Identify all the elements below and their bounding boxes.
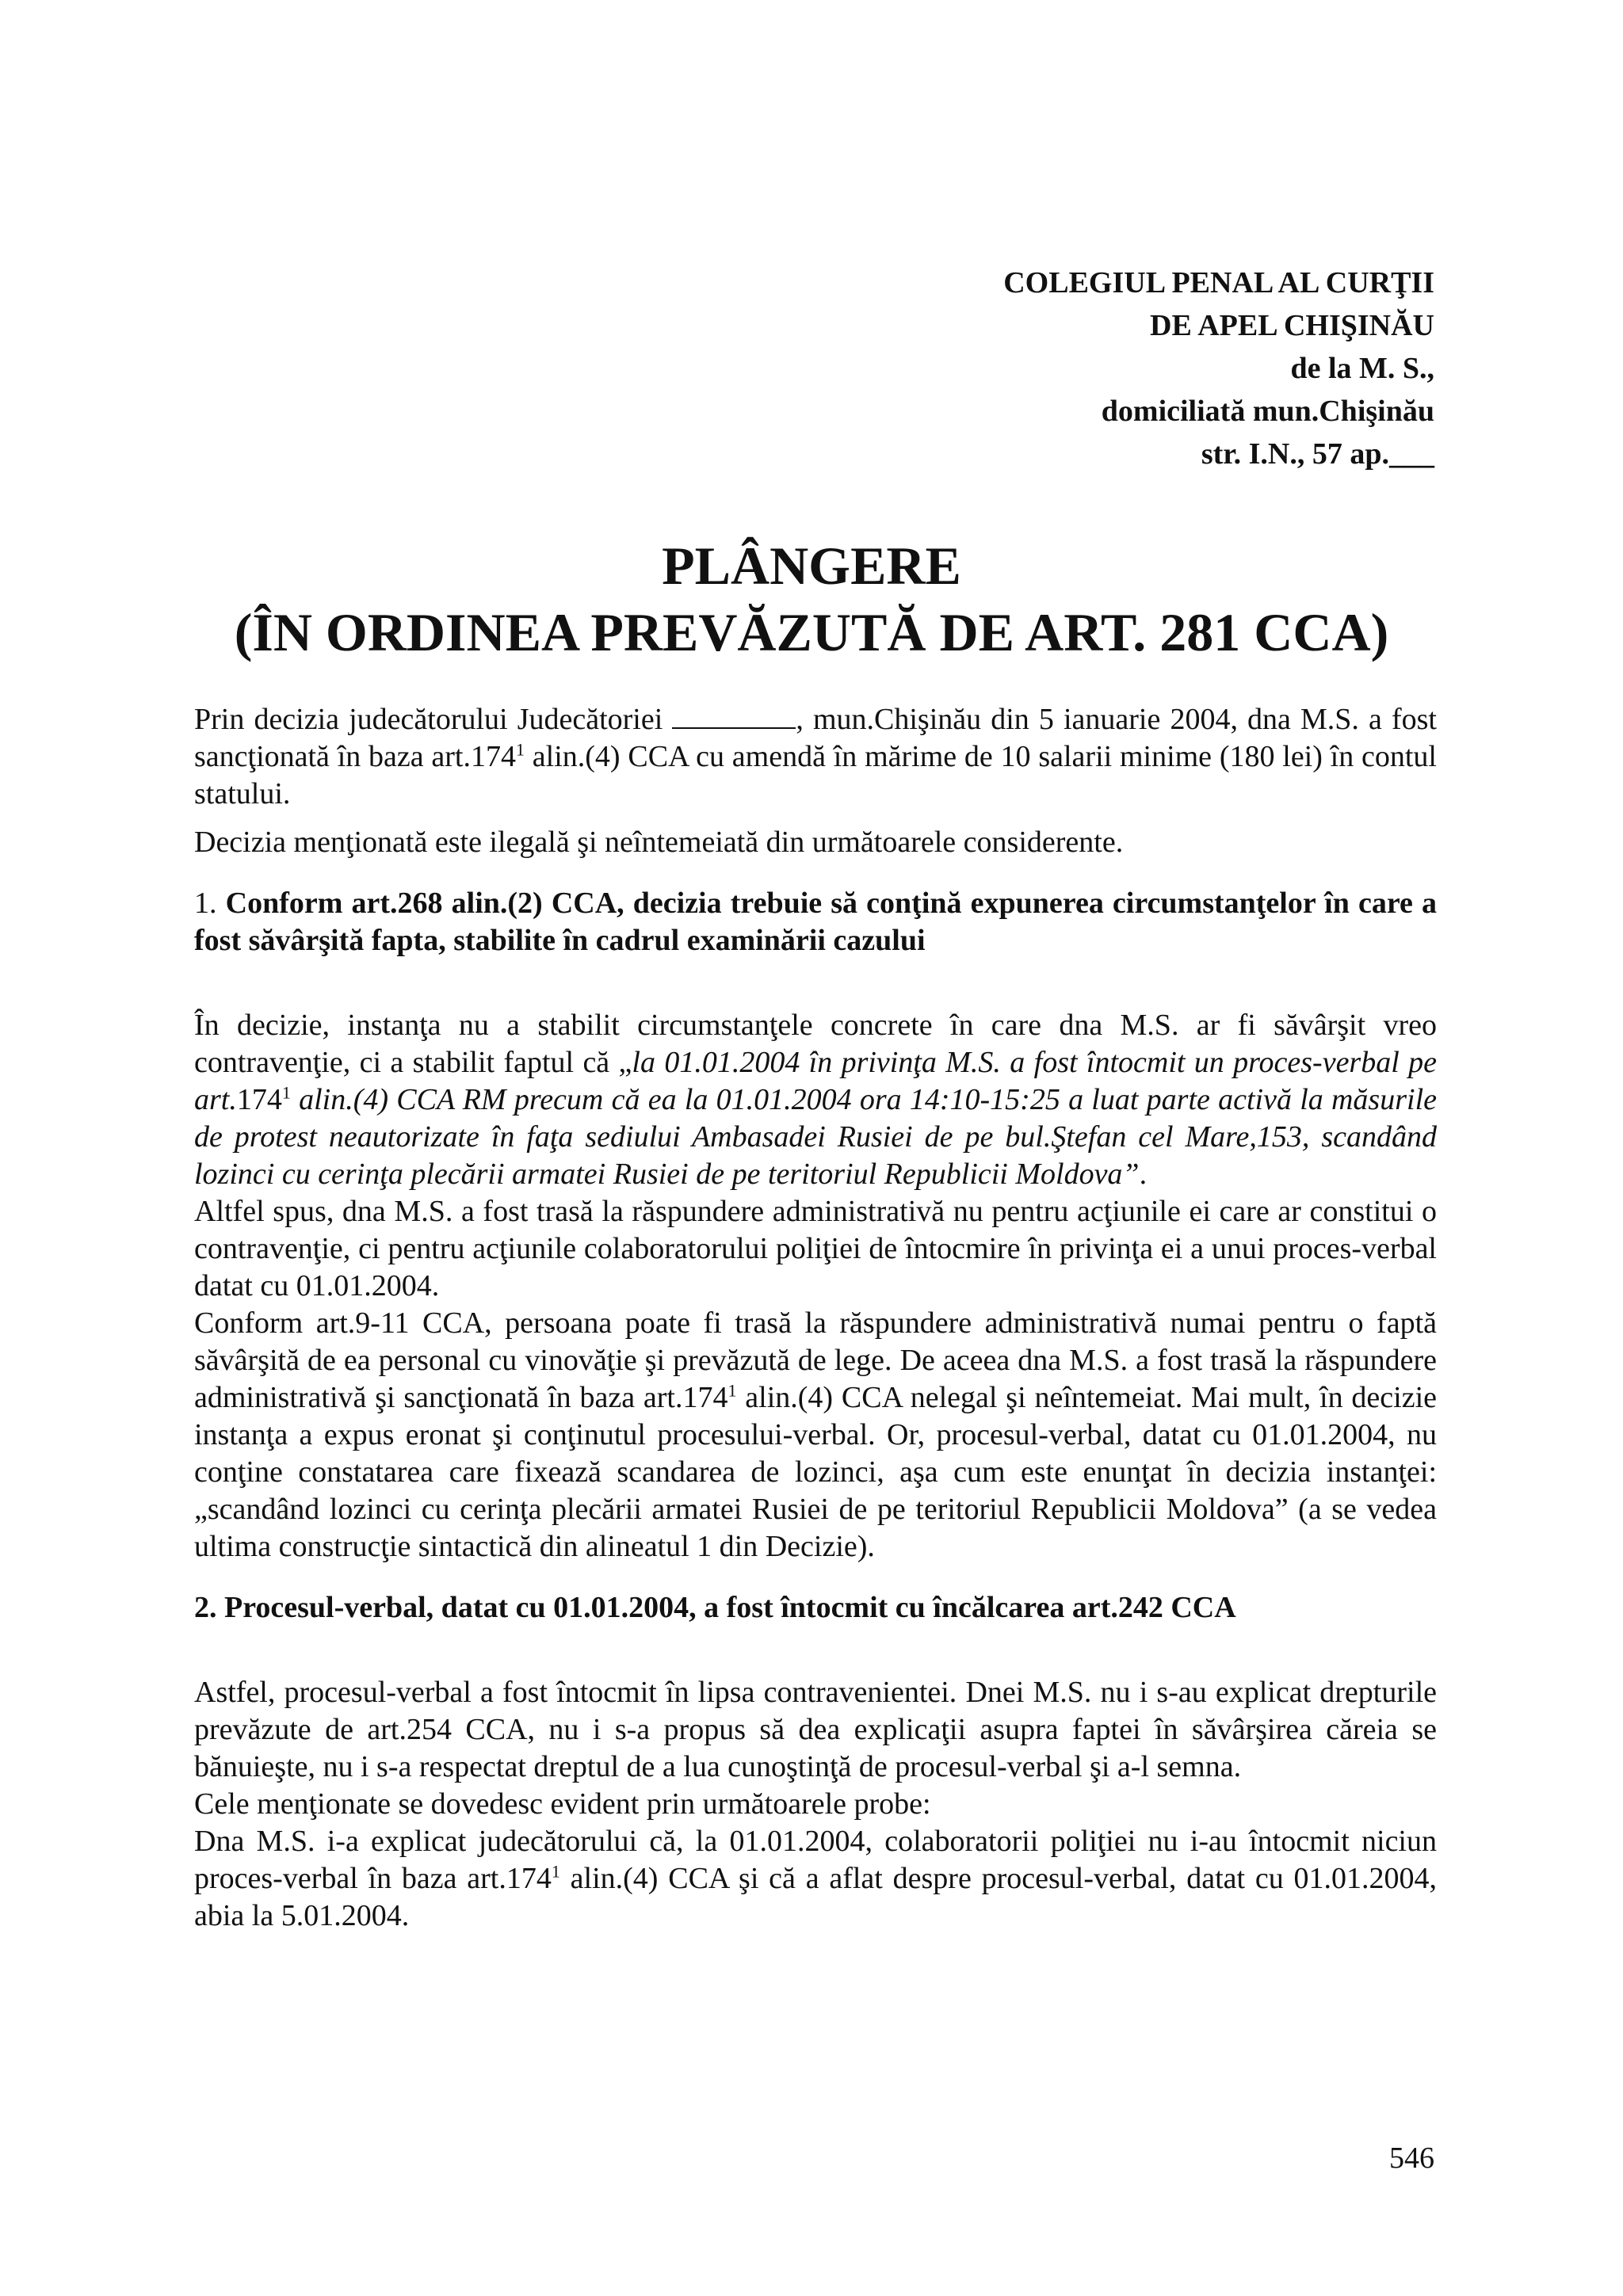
subtitle-line: (ÎN ORDINEA PREVĂZUTĂ DE ART. 281 CCA) xyxy=(234,602,1389,662)
text-run: alin.(4) CCA şi că a aflat despre procesul-verbal, datat cu 01.01.2004, abia la 5.01.2004. xyxy=(194,1862,1437,1932)
text-run: alin.(4) CCA nelegal şi neîntemeiat. Mai mult, în decizie instanţa a expus eronat şi conţinutul procesului-verbal. Or, procesul-verbal, datat cu 01.01.2004, nu conţine constatarea care fixează scandarea de lozinci, aşa cum este enunţat în decizia instanţei: „scandând lozinci cu cerinţa plecării armatei Rusiei de pe teritoriul Republicii Moldova” (a se vedea ultima construcţie sintactică din alineatul 1 din Decizie). xyxy=(194,1381,1437,1563)
text-run: Prin decizia judecătorului Judecătoriei xyxy=(194,703,673,736)
paragraph: Decizia menţionată este ilegală şi neîntemeiată din următoarele considerente. xyxy=(194,826,1124,859)
text-run: , mun.Chişinău din 5 ianuarie 2004, dna M.S. a fost sancţionată în baza art.174 xyxy=(194,703,1437,773)
paragraph: Astfel, procesul-verbal a fost întocmit în lipsa contravenientei. Dnei M.S. nu i s-au explicat drepturile prevăzute de art.254 CCA, nu i s-a propus să dea explicaţii asupra faptei în săvârşirea căreia se bănuieşte, nu i s-a respectat dreptul de a lua cunoştinţă de procesul-verbal şi a-l semna. xyxy=(194,1676,1437,1783)
section-heading xyxy=(194,885,1437,959)
section-heading: 2. Procesul-verbal, datat cu 01.01.2004, a fost întocmit cu încălcarea art.242 CCA xyxy=(194,1591,1236,1624)
page-number: 546 xyxy=(1389,2142,1434,2175)
text-run: alin.(4) CCA cu amendă în mărime de 10 salarii minime (180 lei) în contul statului. xyxy=(194,740,1437,810)
superscript: 1 xyxy=(516,739,525,760)
quote-run: la 01.01.2004 în privinţa M.S. a fost întocmit un proces-verbal pe art. xyxy=(194,1046,1437,1116)
addressee-block xyxy=(1003,261,1434,475)
sender-street-line: str. I.N., 57 ap.___ xyxy=(1201,437,1434,471)
text-run: . xyxy=(1139,1158,1148,1191)
section-number: 1. xyxy=(194,887,226,920)
paragraph xyxy=(194,1823,1437,1935)
document-body xyxy=(194,701,1437,1935)
paragraph xyxy=(194,701,1437,813)
paragraph: Cele menţionate se dovedesc evident prin următoarele probe: xyxy=(194,1787,931,1821)
addressee-line: COLEGIUL PENAL AL CURŢII xyxy=(1003,266,1434,299)
title-line: PLÂNGERE xyxy=(662,536,961,596)
section-title: Conform art.268 alin.(2) CCA, decizia trebuie să conţină expunerea circumstanţelor în care a fost săvârşită fapta, stabilite în cadrul examinării cazului xyxy=(194,887,1438,957)
text-run: În decizie, instanţa nu a stabilit circumstanţele concrete în care dna M.S. ar fi săvârşit vreo contravenţie, ci a stabilit faptul că „ xyxy=(194,1009,1437,1079)
blank-field xyxy=(672,704,796,729)
text-run: Conform art.9-11 CCA, persoana poate fi trasă la răspundere administrativă numai pentru o faptă săvârşită de ea personal cu vinovăţie şi prevăzută de lege. De aceea dna M.S. a fost trasă la răspundere administrativă şi sancţionată în baza art.174 xyxy=(194,1306,1437,1414)
sender-address-line: domiciliată mun.Chişinău xyxy=(1101,395,1434,428)
paragraph xyxy=(194,1007,1437,1193)
addressee-line: DE APEL CHIŞINĂU xyxy=(1150,309,1434,342)
text-run: Dna M.S. i-a explicat judecătorului că, la 01.01.2004, colaboratorii poliţiei nu i-au întocmit niciun proces-verbal în baza art.174 xyxy=(194,1825,1437,1895)
superscript: 1 xyxy=(727,1380,737,1401)
text-run: 174 xyxy=(236,1083,282,1116)
superscript: 1 xyxy=(281,1082,291,1103)
document-title xyxy=(0,532,1623,666)
superscript: 1 xyxy=(551,1861,560,1882)
paragraph: Altfel spus, dna M.S. a fost trasă la răspundere administrativă nu pentru acţiunile ei care ar constitui o contravenţie, ci pentru acţiunile colaboratorului poliţiei de întocmire în privinţa ei a unui proces-verbal datat cu 01.01.2004. xyxy=(194,1195,1437,1302)
quote-run: alin.(4) CCA RM precum că ea la 01.01.2004 ora 14:10-15:25 a luat parte activă la măsurile de protest neautorizate în faţa sediului Ambasadei Rusiei de pe bul.Ştefan cel Mare,153, scandând lozinci cu cerinţa plecării armatei Rusiei de pe teritoriul Republicii Moldova” xyxy=(194,1083,1437,1191)
paragraph xyxy=(194,1305,1437,1566)
sender-line: de la M. S., xyxy=(1290,352,1434,385)
